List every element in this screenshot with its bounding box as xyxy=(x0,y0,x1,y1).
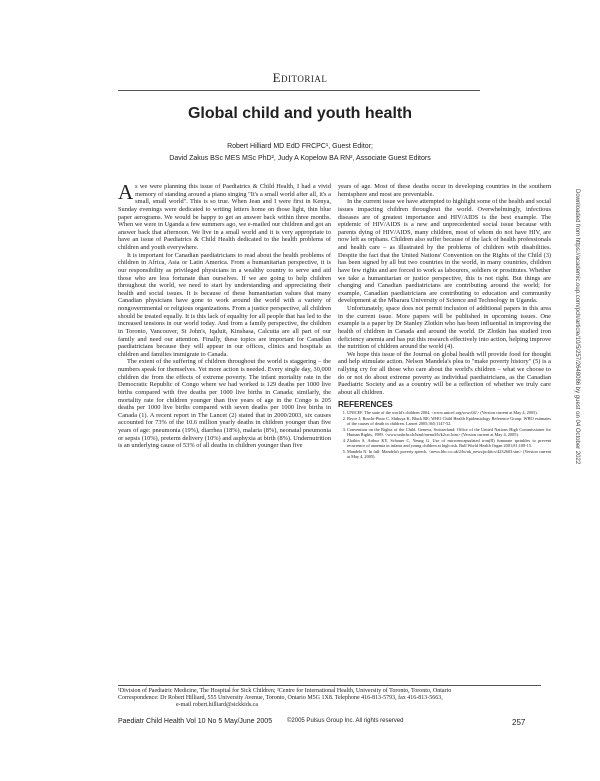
footer-journal: Paediatr Child Health Vol 10 No 5 May/June 2005 xyxy=(118,718,273,725)
paragraph: We hope this issue of the Journal on global health will provide food for thought and help stimulate action. Nelson Mandela's plea to "make poverty history" (5) is a rallying cry for all those who care about the world's children – what we choose to do or not do about extreme poverty as individual paediatricians, as the Canadian Paediatric Society and as a country will be a reflection of whether we truly care about all children. xyxy=(338,350,551,396)
drop-cap: A xyxy=(118,180,134,204)
references-list xyxy=(338,410,551,460)
section-label: Editorial xyxy=(272,70,328,85)
paragraph: The extent of the suffering of children throughout the world is staggering – the numbers speak for themselves. Yet more action is needed. Every single day, 30,000 children die from the effects of extreme poverty. The infant mortality rate in the Democratic Republic of Congo where we had worked is 129 deaths per 1000 live births compared with five deaths per 1000 live births in Canada; similarly, the mortality rate for children younger than five years of age in the Congo is 205 deaths per 1000 live births compared with seven deaths per 1000 live births in Canada (1). A recent report in The Lancet (2) stated that in 2000/2003, six causes accounted for 73% of the 10.6 million yearly deaths in children younger than five years of age: pneumonia (19%), diarrhea (18%), malaria (8%), neonatal pneumonia or sepsis (10%), preterm delivery (10%) and asphyxia at birth (8%). Undernutrition is an underlying cause of 53% of all deaths in children younger than five xyxy=(118,358,331,450)
footnote-email: e-mail robert.hilliard@sickkids.ca xyxy=(176,702,258,708)
footnote xyxy=(118,688,541,709)
column-left xyxy=(118,180,331,450)
reference-item: 3. Convention on the Rights of the Child. Geneva, Switzerland: Office of the United Nations High Commissioner for Human Rights, 1989. <www.unhchr.ch/html/menu3/b/k2crc.htm> (Version current at May 4, 2005). xyxy=(347,427,551,438)
paragraph: As we were planning this issue of Paediatrics & Child Health, I had a vivid memory of standing around a piano singing "It's a small world after all, it's a small, small world". This is so true. When Jean and I were first in Kenya, Sunday evenings were dedicated to writing letters home on those light, thin blue paper aerograms. We would be happy to get an answer back within three months. When we were in Uganda a few summers ago, we e-mailed our children and got an answer back that afternoon. We live in a small world and it is very appropriate to have an issue of Paediatrics & Child Health dedicated to the health problems of children and youth everywhere. xyxy=(118,180,331,251)
footnote-rule xyxy=(118,685,541,686)
section-rule xyxy=(118,90,480,91)
footer-copyright: ©2005 Pulsus Group Inc. All rights reserved xyxy=(287,718,404,724)
author-line-2: David Zakus BSc MES MSc PhD², Judy A Kopelow BA RN², Associate Guest Editors xyxy=(169,155,431,162)
reference-item: 4. Zlotkin S, Arthur KY, Schauer C, Yeung G. Use of microencapsulated iron(II) fumarate sprinkles to prevent recurrence of anaemia in infants and young children at high risk. Bull World Health Organ 2001;81:108-15. xyxy=(347,438,551,449)
references-heading: REFERENCES xyxy=(338,399,393,409)
reference-item: 5. Mandela N. In full: Mandela's poverty speech. <news.bbc.co.uk/2/hi/uk_news/politics/4232603.stm> (Version current at May 4, 2005). xyxy=(347,449,551,460)
footnote-correspondence: Correspondence: Dr Robert Hilliard, 555 University Avenue, Toronto, Ontario M5G 1X8. Telephone 416-813-5793, fax 416-813-5663, xyxy=(118,695,443,701)
reference-item: 2. Bryce J, Boschi-Pinto C, Shibuya K, Black RE; WHO Child Health Epidemiology Reference Group. WHO estimates of the causes of death in children. Lancet 2005;365:1147-52. xyxy=(347,416,551,427)
download-watermark: Downloaded from https://academic.oup.com/pch/article/10/5/257/2648086 by guest on 04 October 2022 xyxy=(574,189,580,465)
author-line-1: Robert Hilliard MD EdD FRCPC¹, Guest Editor; xyxy=(227,143,373,150)
column-right xyxy=(338,183,551,460)
paragraph: years of age. Most of these deaths occur in developing countries in the southern hemisphere and most are preventable. xyxy=(338,183,551,198)
page-title: Global child and youth health xyxy=(187,105,412,122)
page-number: 257 xyxy=(512,718,526,727)
paragraph: Unfortunately, space does not permit inclusion of additional papers in this area in the current issue. More papers will be published in upcoming issues. One example is a paper by Dr Stanley Zlotkin who has been influential in improving the health of children in Canada and around the world. Dr Zlotkin has studied iron deficiency anemia and has put this research effectively into action, helping improve the nutrition of children around the world (4). xyxy=(338,305,551,351)
paragraph: In the current issue we have attempted to highlight some of the health and social issues impacting children throughout the world. Overwhelmingly, infectious diseases are of greatest importance and HIV/AIDS is the best example. The epidemic of HIV/AIDS is a new and unprecedented social issue because with parents dying of HIV/AIDS, many children, most of whom do not have HIV, are now left as orphans. Children also suffer because of the lack of health professionals and health care – as illustrated by the problems of children with disabilities. Despite the fact that the United Nations' Convention on the Rights of the Child (3) has been signed by all but two countries in the world, in many countries, children have few rights and are forced to work as labourers, soldiers or prostitutes. Whether we take a humanitarian or justice perspective, this is not right. But things are changing and Canadian paediatricians are contributing around the world; for example, Canadian paediatricians are contributing to education and community development at the Mbarara University of Science and Technology in Uganda. xyxy=(338,198,551,305)
paragraph: It is important for Canadian paediatricians to read about the health problems of children in Africa, Asia or Latin America. From a humanitarian perspective, it is our responsibility as privileged physicians in a wealthy country to serve and aid those who are less fortunate than ourselves. If we are going to help children throughout the world, we need to start by understanding and appreciating their health and social issues. It is because of these humanitarian values that many Canadian physicians have gone to work around the world with a variety of nongovernmental or religious organizations. From a justice perspective, all children should be treated equally. It is this lack of equality for all people that has led to the increased tensions in our world today. And from a family perspective, the children in Toronto, Vancouver, St John's, Iqaluit, Kinshasa, Calcutta are all part of our family and need our attention. Finally, these topics are important for Canadian paediatricians because they will appear in our offices, clinics and hospitals as children and families immigrate to Canada. xyxy=(118,251,331,358)
reference-item: 1. UNICEF. The state of the world's children 2004. <www.unicef.org/sowc04/> (Version current at May 4, 2005). xyxy=(347,410,551,416)
footnote-affiliations: ¹Division of Paediatric Medicine, The Hospital for Sick Children; ²Centre for International Health, University of Toronto, Toronto, Ontario xyxy=(118,688,452,694)
